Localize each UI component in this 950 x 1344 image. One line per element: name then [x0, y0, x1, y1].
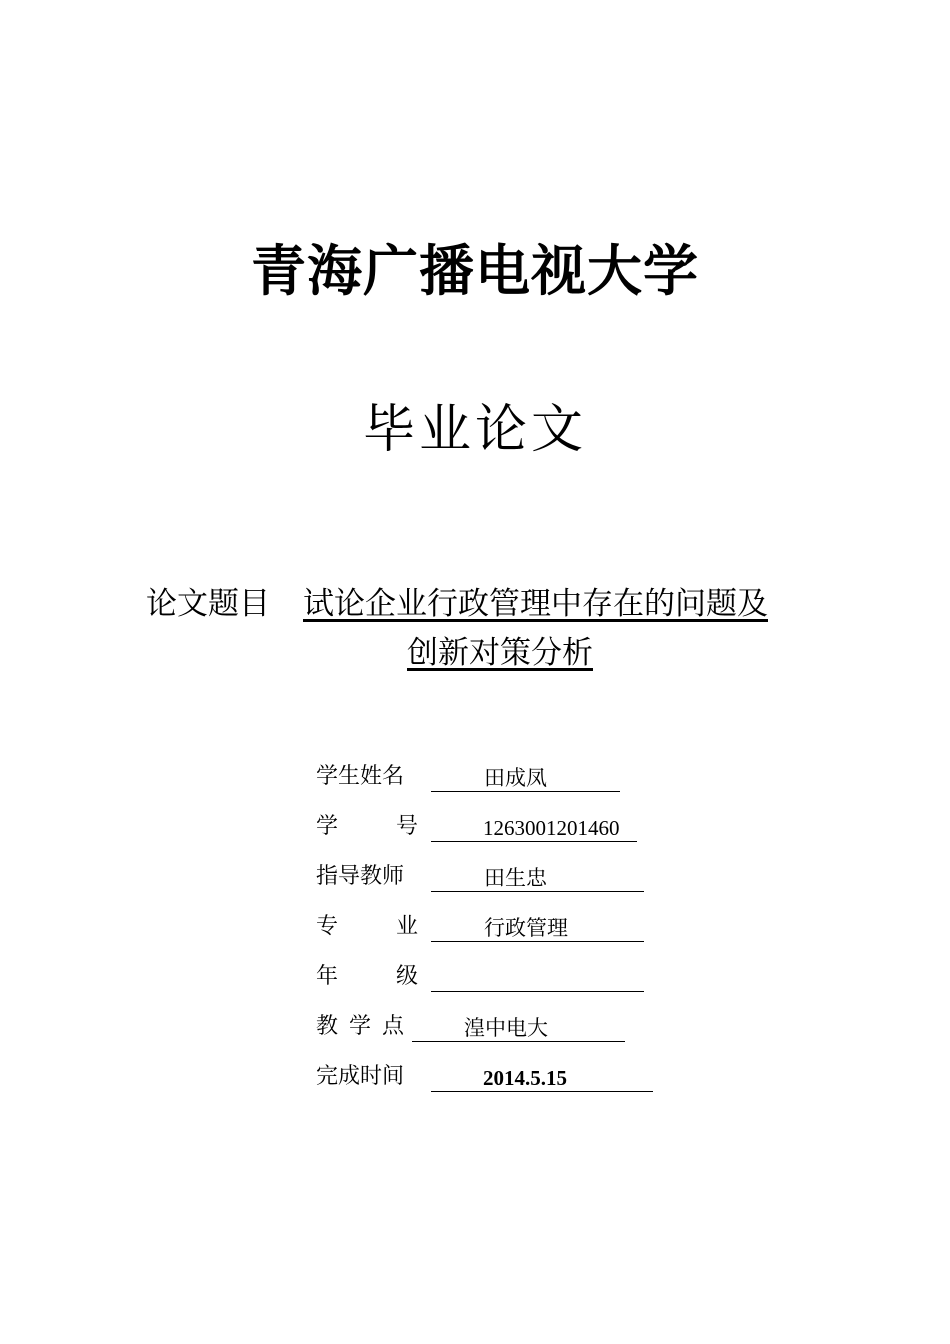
advisor-label: 指导教师	[316, 864, 405, 889]
student-id-value: 1263001201460	[483, 816, 620, 840]
student-id-field	[431, 815, 637, 842]
student-id-label-char: 学	[316, 814, 339, 839]
grade-field	[431, 965, 644, 992]
student-id-label-char: 号	[395, 814, 418, 839]
study-center-value: 湟中电大	[464, 1016, 548, 1040]
advisor-field	[431, 865, 644, 892]
major-label	[316, 912, 418, 942]
thesis-title-line1: 试论企业行政管理中存在的问题及	[303, 586, 768, 622]
major-value: 行政管理	[484, 916, 568, 940]
major-label-char: 专	[316, 914, 339, 939]
completion-date-value: 2014.5.15	[483, 1066, 567, 1090]
advisor-value: 田生忠	[484, 866, 547, 890]
major-field	[431, 915, 644, 942]
student-name-label: 学生姓名	[316, 764, 405, 789]
study-center-label-char: 点	[381, 1014, 404, 1039]
thesis-title-label: 论文题目	[146, 586, 270, 622]
study-center-label	[316, 1012, 404, 1042]
university-name: 青海广播电视大学	[250, 239, 699, 303]
student-name-value: 田成凤	[484, 766, 547, 790]
grade-label	[316, 962, 418, 992]
thesis-title-line2: 创新对策分析	[407, 635, 593, 671]
student-id-label	[316, 812, 418, 842]
completion-date-field	[431, 1065, 653, 1092]
grade-label-char: 年	[316, 964, 339, 989]
document-type: 毕业论文	[362, 400, 587, 460]
grade-label-char: 级	[395, 964, 418, 989]
student-name-field	[431, 765, 620, 792]
major-label-char: 业	[395, 914, 418, 939]
study-center-label-char: 学	[348, 1014, 371, 1039]
completion-date-label: 完成时间	[316, 1064, 405, 1089]
study-center-field	[412, 1015, 625, 1042]
study-center-label-char: 教	[316, 1014, 339, 1039]
